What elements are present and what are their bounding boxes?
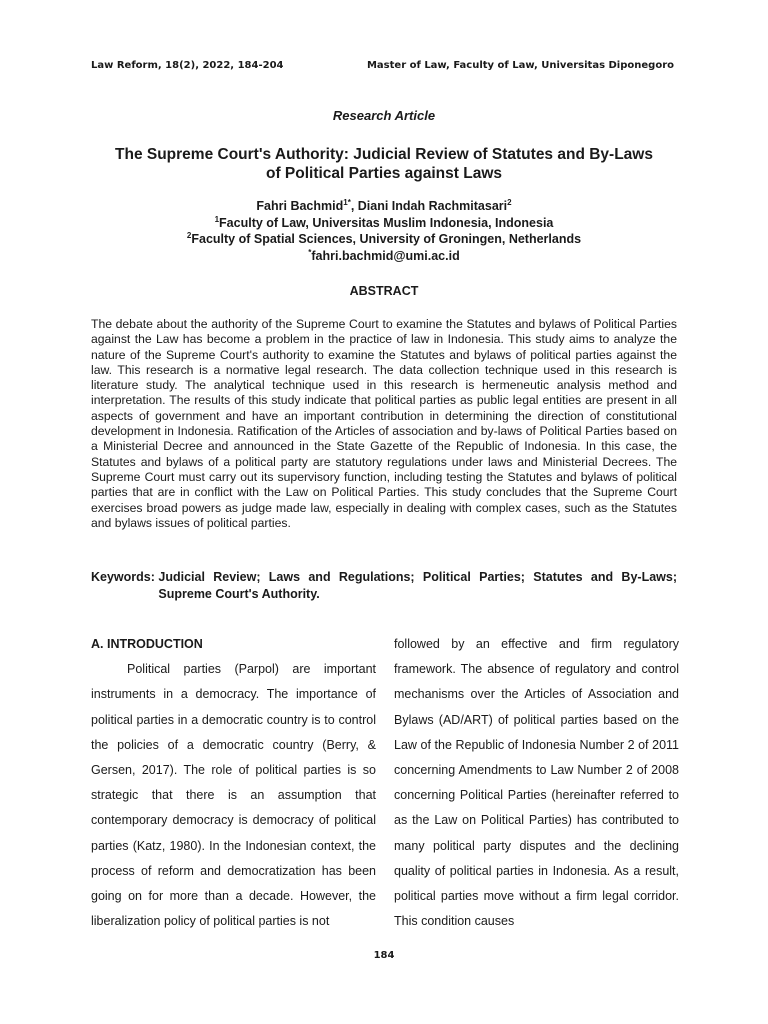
affiliation-text: Faculty of Spatial Sciences, University of Groningen, Netherlands — [191, 232, 582, 246]
abstract-text: The debate about the authority of the Supreme Court to examine the Statutes and bylaws of Political Parties against the Law has become a problem in the practice of law in Indonesia. This study aims to analyze the nature of the Supreme Court's authority to examine the Statutes and bylaws of political parties against the law. This research is a normative legal research. The data collection technique used in this research is literature study. The analytical technique used in this research is hermeneutic analysis method and interpretation. The results of this study indicate that political parties as public legal entities are present in all aspects of government and have an important contribution in determining the direction of constitutional development in Indonesia. Ratification of the Articles of association and by-laws of Political Parties based on a Ministerial Decree and announced in the State Gazette of the Republic of Indonesia. In this case, the Statutes and bylaws of a political party are statutory regulations under laws and Ministerial Decrees. The Supreme Court must carry out its supervisory function, including testing the Statutes and bylaws of political parties that are in conflict with the Law on Political Parties. This study concludes that the Supreme Court exercises broad powers as judge made law, especially in dealing with complex cases, such as the Statutes and bylaws issues of political parties. — [91, 317, 677, 530]
affiliation-mark: 1 — [214, 214, 220, 224]
keywords-block — [91, 569, 677, 603]
article-type-label: Research Article — [332, 108, 436, 123]
body-paragraph: Political parties (Parpol) are important instruments in a democracy. The importance of political parties in a democratic country is to control the policies of a democratic country (Berry, & Gersen, 2017). The role of political parties is so strategic that there is an assumption that contemporary democracy is democracy of political parties (Katz, 1980). In the Indonesian context, the process of reform and democratization has been going on for more than a decade. However, the liberalization policy of political parties is not — [91, 662, 376, 929]
author-separator: , — [350, 199, 358, 213]
author-name: Diani Indah Rachmitasari — [357, 199, 508, 213]
affiliation-text: Faculty of Law, Universitas Muslim Indonesia, Indonesia — [219, 215, 554, 230]
paper-title: The Supreme Court's Authority: Judicial Review of Statutes and By-Laws of Political Parties against Laws — [115, 146, 653, 182]
running-header — [91, 60, 674, 71]
corresponding-email: fahri.bachmid@umi.ac.id — [311, 248, 460, 263]
keywords-label: Keywords: — [91, 570, 159, 584]
email-line — [0, 248, 768, 265]
affiliation-line — [0, 215, 768, 232]
affiliation-mark: 2 — [186, 231, 192, 240]
section-heading: A. INTRODUCTION — [91, 637, 203, 651]
affiliation-line — [0, 231, 768, 248]
body-column-right — [394, 632, 679, 934]
body-column-left — [91, 632, 376, 934]
institution-name: Master of Law, Faculty of Law, Universitas Diponegoro — [366, 60, 674, 71]
author-mark: 1* — [343, 198, 351, 207]
author-line — [0, 198, 768, 215]
author-block — [0, 198, 768, 264]
author-mark: 2 — [507, 198, 512, 207]
author-name: Fahri Bachmid — [256, 199, 344, 213]
abstract-heading: ABSTRACT — [349, 284, 419, 298]
keywords-text: Judicial Review; Laws and Regulations; Political Parties; Statutes and By-Laws; Supreme Court's Authority. — [158, 570, 677, 601]
email-mark: * — [308, 247, 312, 257]
page-number: 184 — [373, 950, 395, 961]
body-paragraph: followed by an effective and firm regulatory framework. The absence of regulatory and control mechanisms over the Articles of Association and Bylaws (AD/ART) of political parties based on the Law of the Republic of Indonesia Number 2 of 2011 concerning Amendments to Law Number 2 of 2008 concerning Political Parties (hereinafter referred to as the Law on Political Parties) has contributed to many political party disputes and the declining quality of political parties in Indonesia. As a result, political parties move without a firm legal corridor. This condition causes — [394, 637, 679, 929]
journal-citation: Law Reform, 18(2), 2022, 184-204 — [91, 60, 284, 71]
